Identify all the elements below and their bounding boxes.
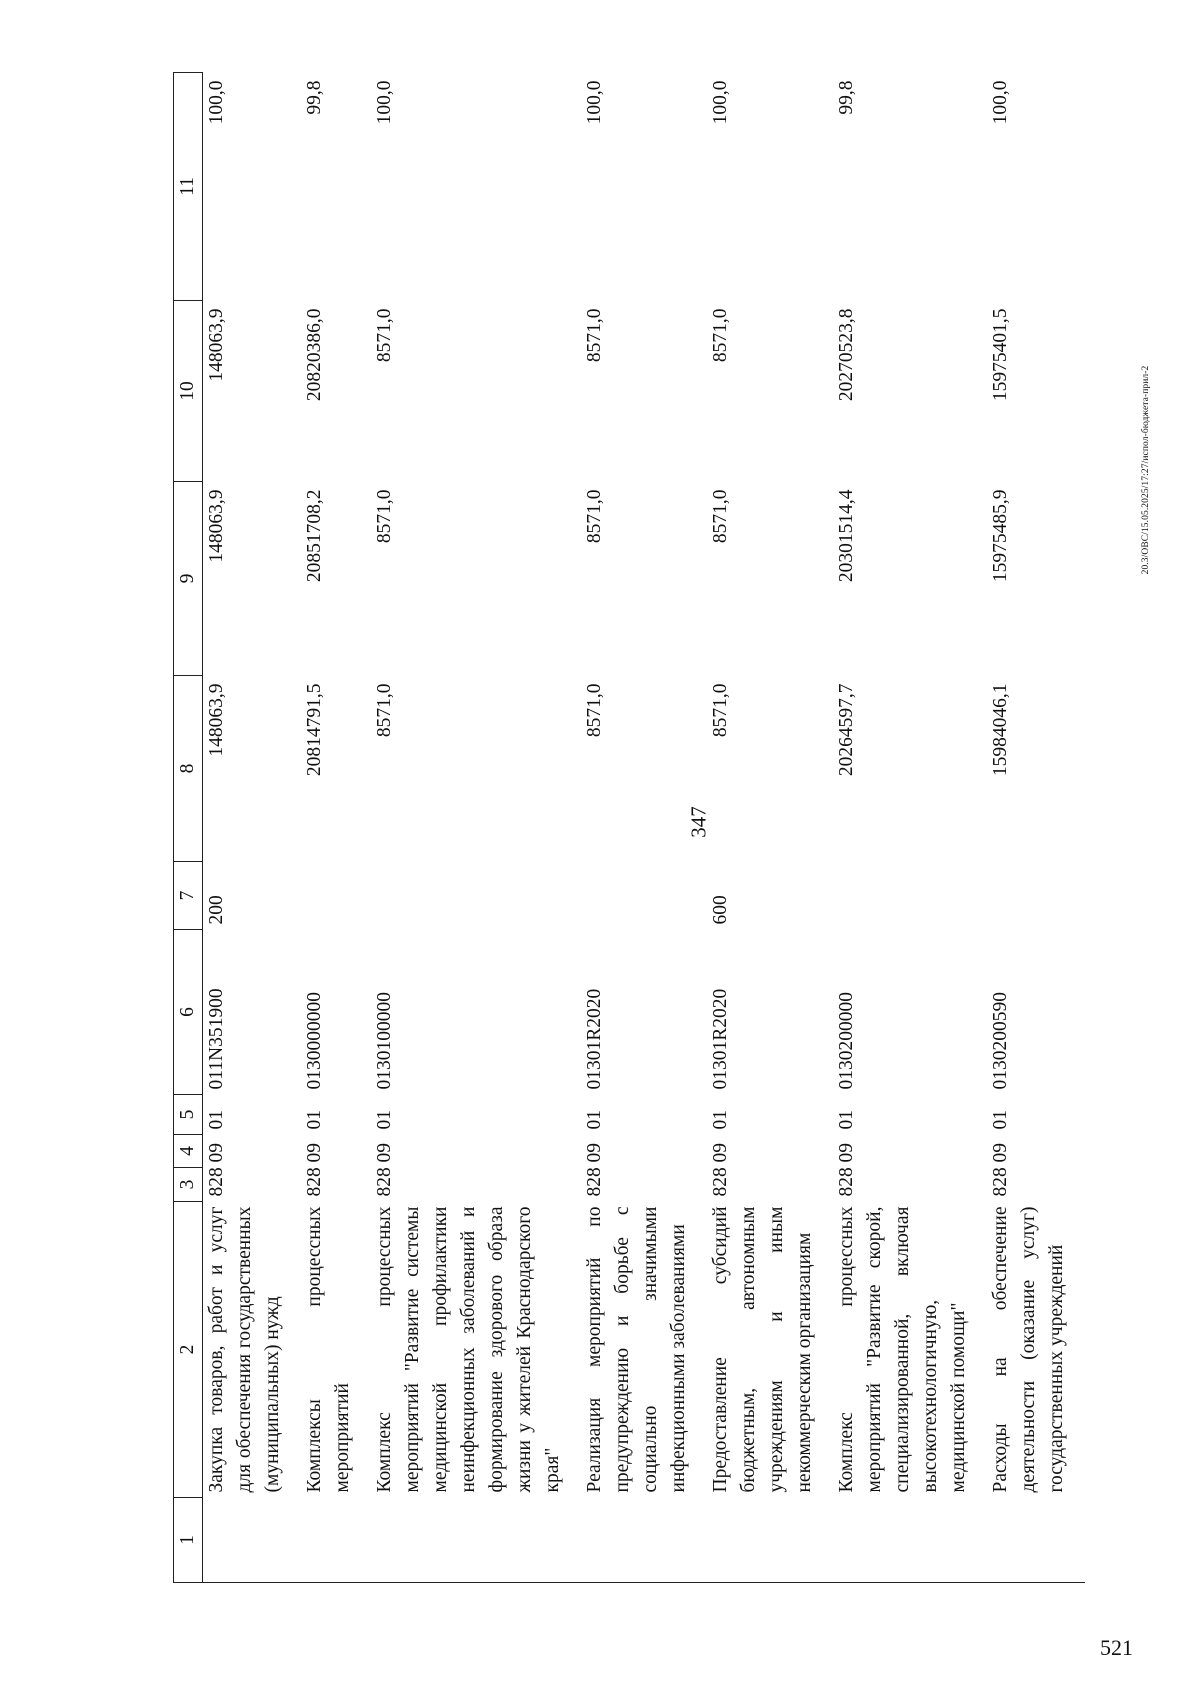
- cell-target-article: 0130100000: [374, 992, 395, 1090]
- page-number-bottom: 521: [1100, 1635, 1133, 1660]
- cell-description: Закупка товаров, работ и услуг для обеспечения государственных (муниципальных) нужд: [206, 1206, 283, 1493]
- cell-execution-percent: 99,8: [304, 80, 325, 115]
- cell-section: 09: [584, 1143, 605, 1163]
- cell-approved-amount: 8571,0: [584, 683, 605, 738]
- column-header-10: 10: [174, 301, 203, 482]
- cell-subsection: 01: [836, 1110, 857, 1130]
- table-row: [301, 73, 371, 1583]
- cell-expense-type: [371, 862, 581, 930]
- table-body: [203, 73, 1086, 1583]
- cell-executed-amount: 15975401,5: [990, 308, 1011, 402]
- column-header-9: 9: [174, 482, 203, 676]
- cell-approved-amount: 20264597,7: [836, 683, 857, 777]
- cell-approved-amount: 20814791,5: [304, 683, 325, 777]
- cell-ministry-code: 828: [584, 1167, 605, 1197]
- cell-section: 09: [990, 1143, 1011, 1163]
- cell-execution-percent: 99,8: [836, 80, 857, 115]
- table-row: [203, 73, 302, 1583]
- cell-subsection: 01: [710, 1110, 731, 1130]
- cell-subsection: 01: [206, 1110, 227, 1130]
- cell-section: 09: [710, 1143, 731, 1163]
- cell-description: Комплексы процессных мероприятий: [304, 1206, 353, 1493]
- cell-number: [707, 1498, 833, 1583]
- cell-revised-amount: 8571,0: [710, 489, 731, 544]
- page-number-top: 347: [686, 806, 711, 838]
- cell-target-article: 0130200590: [990, 992, 1011, 1090]
- cell-revised-amount: 15975485,9: [990, 489, 1011, 583]
- budget-table-rotated: [173, 73, 1067, 1583]
- table-row: [707, 73, 833, 1583]
- cell-ministry-code: 828: [206, 1167, 227, 1197]
- cell-ministry-code: 828: [710, 1167, 731, 1197]
- budget-table: [173, 72, 1085, 1583]
- cell-section: 09: [374, 1143, 395, 1163]
- cell-ministry-code: 828: [836, 1167, 857, 1197]
- column-header-4: 4: [174, 1135, 203, 1168]
- cell-executed-amount: 8571,0: [710, 308, 731, 363]
- cell-ministry-code: 828: [304, 1167, 325, 1197]
- cell-number: [581, 1498, 707, 1583]
- cell-revised-amount: 8571,0: [374, 489, 395, 544]
- cell-expense-type: 200: [206, 895, 227, 925]
- cell-section: 09: [836, 1143, 857, 1163]
- table-row: [987, 73, 1085, 1583]
- cell-description: Реализация мероприятий по предупреждению и борьбе с социально значимыми инфекционными заболеваниями: [584, 1206, 689, 1493]
- cell-section: 09: [304, 1143, 325, 1163]
- cell-number: [833, 1498, 987, 1583]
- cell-executed-amount: 8571,0: [584, 308, 605, 363]
- cell-target-article: 0130000000: [304, 992, 325, 1090]
- cell-revised-amount: 148063,9: [206, 489, 227, 563]
- cell-target-article: 0130200000: [836, 992, 857, 1090]
- cell-execution-percent: 100,0: [206, 80, 227, 125]
- cell-description: Предоставление субсидий бюджетным, автономным учреждениям и иным некоммерческим организациям: [710, 1206, 815, 1493]
- cell-approved-amount: 15984046,1: [990, 683, 1011, 777]
- cell-revised-amount: 8571,0: [584, 489, 605, 544]
- cell-expense-type: 600: [710, 895, 731, 925]
- cell-subsection: 01: [374, 1110, 395, 1130]
- table-row: [371, 73, 581, 1583]
- cell-revised-amount: 20301514,4: [836, 489, 857, 583]
- cell-ministry-code: 828: [374, 1167, 395, 1197]
- column-header-2: 2: [174, 1202, 203, 1498]
- column-header-5: 5: [174, 1095, 203, 1135]
- cell-target-article: 01301R2020: [710, 988, 731, 1090]
- cell-number: [987, 1498, 1085, 1583]
- cell-number: [203, 1498, 302, 1583]
- column-header-3: 3: [174, 1168, 203, 1202]
- cell-executed-amount: 148063,9: [206, 308, 227, 382]
- cell-expense-type: [833, 862, 987, 930]
- cell-description: Комплекс процессных мероприятий "Развитие скорой, специализированной, включая высокотехнологичную, медицинской помощи": [836, 1206, 969, 1493]
- cell-revised-amount: 20851708,2: [304, 489, 325, 583]
- column-header-11: 11: [174, 73, 203, 301]
- cell-target-article: 01301R2020: [584, 988, 605, 1090]
- table-row: [581, 73, 707, 1583]
- cell-subsection: 01: [584, 1110, 605, 1130]
- cell-section: 09: [206, 1143, 227, 1163]
- cell-approved-amount: 148063,9: [206, 683, 227, 757]
- cell-target-article: 011N351900: [206, 988, 227, 1090]
- cell-approved-amount: 8571,0: [710, 683, 731, 738]
- cell-description: Комплекс процессных мероприятий "Развитие системы медицинской профилактики неинфекционных заболеваний и формирование здорового образа жизни у жителей Краснодарского края": [374, 1206, 563, 1493]
- cell-subsection: 01: [304, 1110, 325, 1130]
- column-header-8: 8: [174, 676, 203, 862]
- cell-subsection: 01: [990, 1110, 1011, 1130]
- cell-expense-type: [987, 862, 1085, 930]
- cell-description: Расходы на обеспечение деятельности (оказание услуг) государственных учреждений: [990, 1206, 1067, 1493]
- cell-expense-type: [581, 862, 707, 930]
- cell-ministry-code: 828: [990, 1167, 1011, 1197]
- column-header-6: 6: [174, 930, 203, 1095]
- header-row: [174, 73, 203, 1583]
- column-header-1: 1: [174, 1498, 203, 1583]
- cell-number: [301, 1498, 371, 1583]
- cell-number: [371, 1498, 581, 1583]
- cell-execution-percent: 100,0: [710, 80, 731, 125]
- cell-execution-percent: 100,0: [374, 80, 395, 125]
- cell-executed-amount: 20820386,0: [304, 308, 325, 402]
- cell-executed-amount: 8571,0: [374, 308, 395, 363]
- cell-executed-amount: 20270523,8: [836, 308, 857, 402]
- table-row: [833, 73, 987, 1583]
- table-header: [174, 73, 203, 1583]
- cell-execution-percent: 100,0: [990, 80, 1011, 125]
- cell-execution-percent: 100,0: [584, 80, 605, 125]
- cell-approved-amount: 8571,0: [374, 683, 395, 738]
- document-watermark: 20.3/ОВС/15.05.2025/17:27/испол-бюджета-прил-2: [1141, 365, 1151, 575]
- cell-expense-type: [301, 862, 371, 930]
- column-header-7: 7: [174, 862, 203, 930]
